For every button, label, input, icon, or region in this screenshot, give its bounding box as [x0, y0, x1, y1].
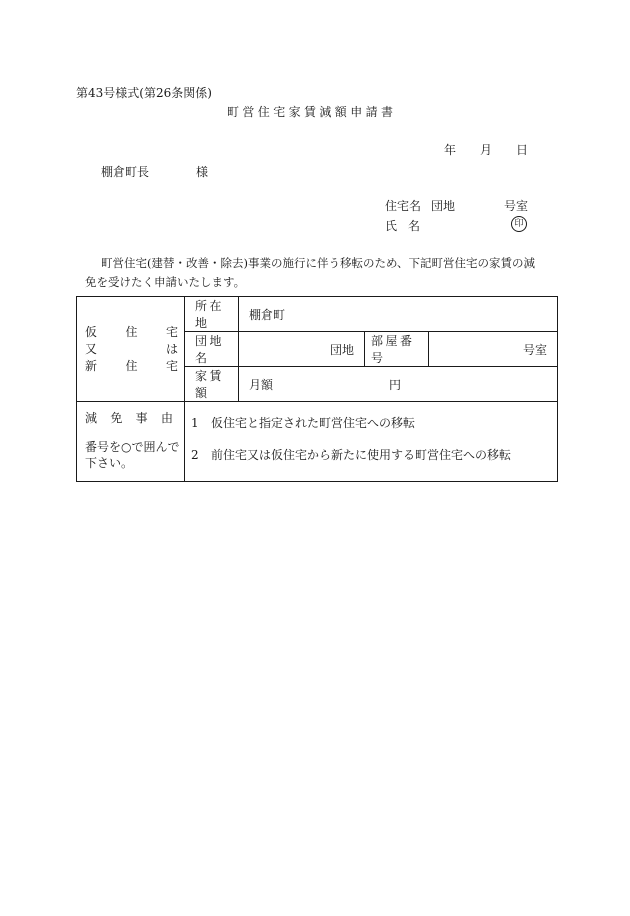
form-number: 第43号様式(第26条関係) — [76, 86, 212, 100]
date-day-label: 日 — [516, 143, 529, 157]
residence-label: 住宅名 — [385, 199, 422, 213]
danchi-name-field[interactable]: 団地 — [239, 332, 365, 367]
danchi-label: 団地 — [431, 199, 456, 213]
name-label-2: 名 — [408, 219, 421, 233]
body-text-line-1: 町営住宅(建替・改善・除去)事業の施行に伴う移転のため、下記町営住宅の家賃の減 — [101, 256, 536, 270]
room-number-label: 部屋番号 — [365, 332, 429, 367]
reason-option-1[interactable]: 1 仮住宅と指定された町営住宅への移転 — [191, 416, 416, 430]
room-label: 号室 — [504, 199, 529, 213]
reason-note-2: 下さい。 — [85, 456, 134, 470]
reason-options — [185, 402, 558, 482]
application-table — [76, 296, 558, 482]
date-month-label: 月 — [480, 143, 493, 157]
location-label: 所在地 — [185, 297, 239, 332]
reason-note-1: 番号を○で囲んで — [85, 440, 180, 454]
addressee-suffix: 様 — [196, 165, 209, 179]
date-year-label: 年 — [444, 143, 457, 157]
rent-label: 家賃額 — [185, 367, 239, 402]
document-title: 町営住宅家賃減額申請書 — [227, 105, 397, 119]
room-number-field[interactable]: 号室 — [429, 332, 558, 367]
rent-field[interactable] — [239, 367, 558, 402]
name-label-1: 氏 — [385, 219, 398, 233]
rent-prefix: 月額 — [249, 377, 274, 392]
housing-type-label: 仮 住 宅 又 は 新 住 宅 — [77, 297, 185, 402]
danchi-name-label: 団地名 — [185, 332, 239, 367]
seal-icon: 印 — [511, 216, 527, 232]
reason-option-2[interactable]: 2 前住宅又は仮住宅から新たに使用する町営住宅への移転 — [191, 448, 512, 462]
addressee: 棚倉町長 — [101, 165, 150, 179]
location-field[interactable]: 棚倉町 — [239, 297, 558, 332]
rent-unit: 円 — [389, 377, 402, 392]
body-text-line-2: 免を受けたく申請いたします。 — [85, 275, 246, 289]
reason-label-cell: 減 免 事 由 番号を○で囲んで 下さい。 — [77, 402, 185, 482]
